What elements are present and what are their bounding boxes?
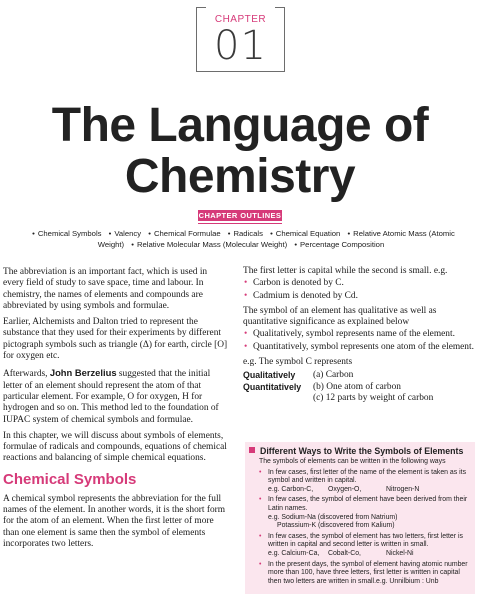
paragraph: The first letter is capital while the second is small. e.g. xyxy=(243,266,448,276)
outline-item: • Radicals xyxy=(227,229,263,238)
paragraph: Earlier, Alchemists and Dalton tried to represent the substance that they used for their experiments by different pictograph symbols such as triangle (Δ) for earth, circle [O] for oxygen etc. xyxy=(3,317,228,362)
table-label: Qualitatively xyxy=(243,370,296,381)
paragraph: The abbreviation is an important fact, which is used in every field of study to save space, time and labour. In chemistry, the names of elements and compounds are abbreviated by using symbols and formulae. xyxy=(3,267,208,311)
paragraph: The symbol of an element has qualitative as well as quantitative significance as explained below xyxy=(243,305,437,328)
paragraph: Afterwards, John Berzelius suggested that the initial letter of an element should represent the atom of that particular element. For example, O for oxygen, H for hydrogen and so on. This method led to the foundation of IUPAC system of chemical symbols and formulae. xyxy=(3,367,219,425)
title-line-1: The Language of xyxy=(51,99,429,152)
paragraph: In this chapter, we will discuss about symbols of elements, formulae of radicals and compounds, equations of chemical reactions and balancing of simple chemical equations. xyxy=(3,430,227,464)
chapter-label: CHAPTER xyxy=(214,14,267,25)
paragraph: e.g. The symbol C represents xyxy=(243,357,353,368)
info-example: Potassium-K (discovered from Kalium) xyxy=(277,522,395,530)
page-title xyxy=(0,100,480,202)
list-item: • Carbon is denoted by C. xyxy=(243,278,475,289)
info-example: e.g. Carbon-C, Oxygen-O, Nitrogen-N xyxy=(268,485,420,493)
outline-item: • Valency xyxy=(108,229,142,238)
paragraph: A chemical symbol represents the abbreviation for the full names of the element. In another words, it is the short form for the atom of an element. When the first letter of more than one element is same then the symbol of elements incorporates two letters. xyxy=(3,493,226,549)
table-value: (a) Carbon xyxy=(313,370,354,381)
bullet-list xyxy=(243,329,475,353)
significance-table xyxy=(243,370,475,404)
bullet-list xyxy=(243,278,475,302)
square-bullet-icon xyxy=(249,447,255,453)
info-box xyxy=(245,442,475,594)
info-bullet: • In few cases, the symbol of element has two letters, first letter is written in capital and second letter is written in small. xyxy=(259,533,471,550)
outline-item: • Percentage Composition xyxy=(294,240,385,249)
list-item: • Quantitatively, symbol represents one atom of the element. xyxy=(243,342,475,353)
outline-item: • Relative Atomic Mass (Atomic Weight) xyxy=(97,229,455,249)
chapter-number: 01 xyxy=(214,23,267,69)
info-intro: The symbols of elements can be written in the following ways xyxy=(259,458,446,465)
list-item: • Cadmium is denoted by Cd. xyxy=(243,291,475,302)
outlines-heading: CHAPTER OUTLINES xyxy=(198,211,282,220)
outline-item: • Chemical Equation xyxy=(270,229,341,238)
table-label xyxy=(243,393,313,404)
table-label: Quantitatively xyxy=(243,381,302,392)
right-column xyxy=(243,266,475,406)
chapter-badge xyxy=(196,8,285,72)
outline-item: • Chemical Formulae xyxy=(148,229,221,238)
info-bullet: • In few cases, first letter of the name of the element is taken as its symbol and written in capital. xyxy=(259,469,471,486)
title-line-2: Chemistry xyxy=(124,150,356,203)
list-item: • Qualitatively, symbol represents name of the element. xyxy=(243,329,475,340)
info-box-body xyxy=(259,458,471,586)
outline-item: • Chemical Symbols xyxy=(32,229,102,238)
info-box-heading: Different Ways to Write the Symbols of Elements xyxy=(249,446,463,456)
table-value: (c) 12 parts by weight of carbon xyxy=(313,392,434,403)
info-example: e.g. Sodium-Na (discovered from Natrium) xyxy=(268,513,398,521)
outline-list xyxy=(20,228,462,250)
left-column xyxy=(3,267,229,555)
berzelius-name: John Berzelius xyxy=(49,367,117,379)
info-bullet: • In few cases, the symbol of element have been derived from their Latin names. xyxy=(259,496,471,513)
info-example: e.g. Calcium-Ca, Cobalt-Co, Nickel-Ni xyxy=(268,549,414,557)
outline-item: • Relative Molecular Mass (Molecular Weight) xyxy=(131,240,288,249)
table-value: (b) One atom of carbon xyxy=(313,381,401,392)
section-heading: Chemical Symbols xyxy=(3,470,137,488)
info-bullet: • In the present days, the symbol of element having atomic number more than 100, have three letters, first letter is written in capital then two letters are written in small.e.g. Unnilbium : Unb xyxy=(259,561,471,587)
